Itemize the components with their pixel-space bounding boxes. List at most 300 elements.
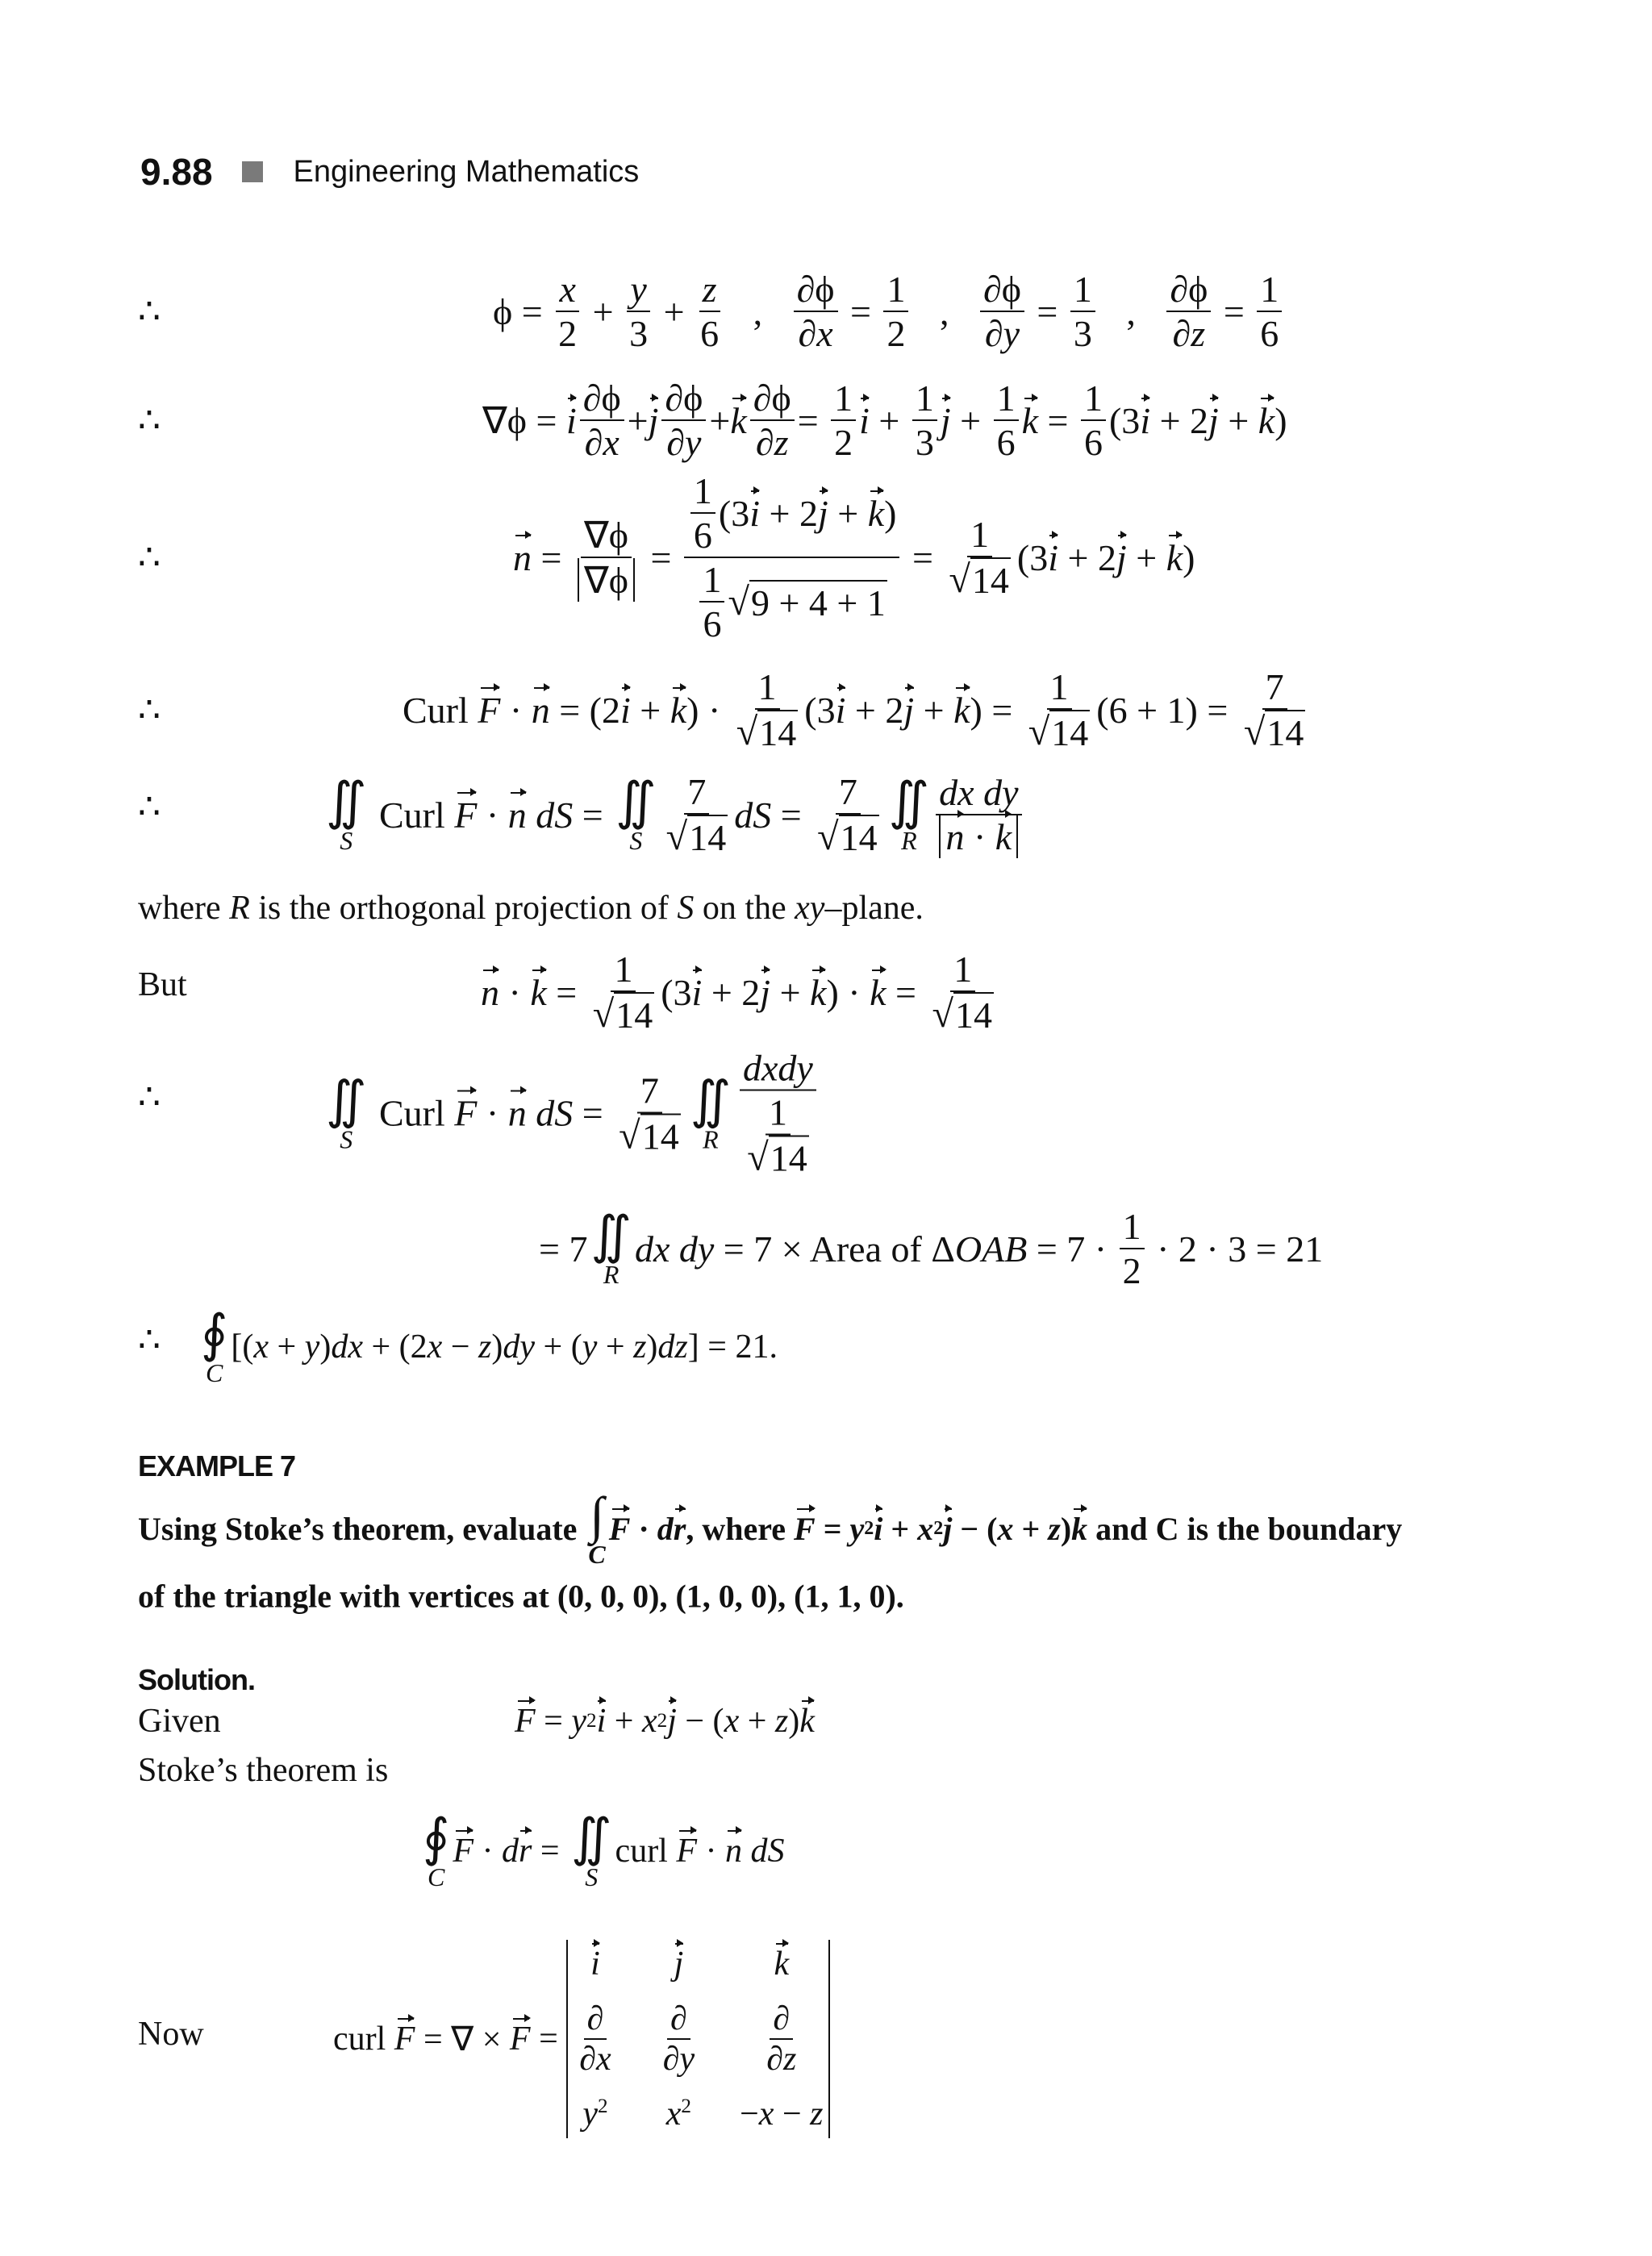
math-text: +	[1126, 536, 1166, 578]
math-text: = (2	[549, 689, 620, 731]
math-text: +	[630, 689, 670, 731]
math-text: ∂ϕ	[665, 377, 703, 419]
math-text: − (	[676, 1703, 724, 1740]
math-variable: dy	[503, 1328, 536, 1366]
math-text: 6	[1260, 313, 1279, 354]
radical-sign-icon: √	[932, 993, 953, 1036]
numerator	[661, 377, 706, 421]
math-text: = 7	[539, 1228, 588, 1270]
denominator	[1170, 312, 1209, 355]
math-variable: dz	[657, 1328, 688, 1366]
math-variable: x	[596, 2041, 611, 2078]
vector-symbol: r	[673, 1510, 686, 1547]
math-text: Curl	[369, 1092, 455, 1134]
fraction	[1070, 268, 1095, 355]
math-text: ∂	[766, 2041, 783, 2078]
determinant-cell	[674, 1945, 684, 1983]
math-text: +	[828, 492, 868, 534]
math-variable: x	[917, 1510, 934, 1547]
integral-sign	[326, 773, 367, 855]
vector-symbol: k	[1258, 399, 1275, 441]
math-text: ·	[477, 1092, 508, 1134]
vector-symbol: r	[519, 1833, 532, 1870]
integral-sign	[690, 1071, 732, 1153]
numerator	[690, 469, 715, 514]
math-text: on the	[694, 890, 795, 927]
fraction	[690, 469, 715, 557]
math-text: ∂	[666, 422, 686, 463]
math-text: ∂	[662, 2041, 680, 2078]
absolute-value	[939, 815, 1018, 858]
superscript: 2	[586, 1710, 597, 1732]
math-text: +	[606, 1703, 642, 1740]
math-text: ∂	[579, 2041, 597, 2078]
vector-symbol: n	[531, 689, 550, 731]
math-text: )	[319, 1328, 332, 1366]
numerator	[1257, 268, 1282, 312]
math-text: Using Stoke’s theorem, evaluate	[138, 1510, 586, 1547]
math-text: )	[884, 492, 897, 534]
denominator	[737, 1091, 819, 1180]
vector-symbol: F	[453, 1833, 473, 1870]
vector-symbol: i	[691, 971, 703, 1013]
math-text: + 2	[1058, 536, 1116, 578]
math-variable: dx	[331, 1328, 363, 1366]
vector-symbol: F	[454, 794, 478, 836]
fraction	[928, 948, 997, 1036]
math-text: ·	[499, 971, 531, 1013]
therefore-symbol: ∴	[138, 291, 161, 332]
determinant-cell	[760, 2000, 803, 2079]
math-text: 1	[768, 1091, 787, 1133]
math-text: curl	[333, 2020, 394, 2058]
math-text: +	[597, 1328, 634, 1366]
math-text: ∂	[984, 313, 1003, 354]
math-variable: z	[478, 1328, 492, 1366]
math-text: +	[950, 399, 991, 441]
math-text: Curl	[403, 689, 478, 731]
math-variable: x	[997, 1510, 1014, 1547]
integral-sign	[590, 1207, 632, 1289]
numerator	[740, 1047, 816, 1091]
vector-symbol: F	[794, 1510, 816, 1547]
math-variable: z	[1048, 1510, 1061, 1547]
math-text: 6	[703, 603, 722, 644]
numerator	[831, 377, 856, 421]
math-variable: y	[630, 269, 647, 310]
vector-symbol: i	[1140, 399, 1151, 441]
math-text: ∇ϕ	[583, 560, 628, 601]
math-text: is the orthogonal projection of	[249, 890, 678, 927]
denominator	[945, 557, 1014, 602]
math-text: ∂	[798, 313, 817, 354]
determinant-cell	[774, 1945, 789, 1983]
integral-icon: ∬	[888, 773, 930, 830]
denominator	[1241, 710, 1309, 754]
radical-sign-icon: √	[817, 815, 839, 858]
math-text: ϕ =	[493, 290, 553, 332]
fraction	[580, 377, 624, 464]
math-text: +	[654, 290, 695, 332]
math-text: −	[774, 2095, 811, 2133]
fraction	[763, 2000, 799, 2079]
math-text: ∂	[755, 422, 774, 463]
denominator	[831, 421, 856, 464]
math-text: ∂ϕ	[582, 377, 621, 419]
denominator	[795, 312, 836, 355]
vector-symbol: k	[867, 492, 885, 534]
math-text: 6	[1083, 422, 1103, 463]
math-text: +	[268, 1328, 305, 1366]
math-text: 6	[996, 422, 1016, 463]
math-text	[527, 794, 536, 836]
fraction	[814, 770, 882, 859]
math-text: (3	[718, 492, 750, 534]
numerator	[611, 948, 636, 992]
square-root	[949, 557, 1011, 602]
math-text: 1	[757, 666, 777, 707]
math-text: 2	[834, 422, 853, 463]
math-text: 7	[1265, 666, 1284, 707]
fraction	[626, 268, 651, 355]
math-text: 2	[1122, 1250, 1141, 1291]
square-root	[728, 580, 886, 624]
vector-symbol: j	[943, 1510, 953, 1547]
math-variable: y	[582, 2095, 598, 2133]
page-number: 9.88	[140, 151, 213, 193]
vector-symbol: F	[515, 1703, 536, 1740]
math-text: )	[1183, 536, 1195, 578]
numerator	[994, 377, 1019, 421]
math-text: 6	[700, 313, 720, 354]
math-text: ∇ϕ	[583, 515, 628, 556]
radical-sign-icon: √	[736, 711, 758, 753]
example-statement-line2: of the triangle with vertices at (0, 0, 0), (1, 0, 0), (1, 1, 0).	[138, 1578, 904, 1615]
math-variable: S	[677, 890, 695, 927]
denominator	[1257, 312, 1282, 355]
integral-limit: R	[901, 826, 917, 855]
page-header	[140, 150, 639, 194]
math-variable: z	[774, 422, 789, 463]
denominator	[928, 992, 997, 1036]
denominator	[582, 421, 623, 464]
denominator	[576, 2040, 614, 2079]
math-text: 1	[1083, 377, 1103, 419]
numerator	[1047, 665, 1072, 710]
math-text: 14	[615, 995, 653, 1036]
fraction	[699, 558, 724, 645]
math-text: =	[886, 971, 926, 1013]
math-text: +	[1013, 1510, 1049, 1547]
math-text: ·	[697, 1833, 725, 1870]
numerator	[637, 1069, 662, 1113]
radical-sign-icon: √	[949, 558, 970, 601]
math-text: + 2	[1150, 399, 1209, 441]
square-root	[1244, 710, 1306, 754]
numerator	[770, 2000, 793, 2040]
vector-symbol: k	[530, 971, 547, 1013]
integral-icon: ∫	[590, 1487, 604, 1544]
square-root	[593, 992, 655, 1036]
math-variable: x	[665, 2095, 682, 2133]
radicand	[970, 557, 1011, 602]
math-text: +	[739, 1703, 775, 1740]
math-text: +	[914, 689, 954, 731]
math-text: ,	[725, 290, 791, 332]
fraction	[1166, 268, 1211, 355]
numerator	[750, 377, 795, 421]
math-text: )	[491, 1328, 503, 1366]
vector-symbol: k	[1071, 1510, 1088, 1547]
numerator	[1081, 377, 1106, 421]
stokes-label: Stoke’s theorem is	[138, 1752, 389, 1789]
math-text: 14	[1051, 712, 1089, 753]
math-text: +	[882, 1510, 918, 1547]
denominator	[663, 421, 704, 464]
numerator	[581, 513, 632, 558]
vector-symbol: n	[513, 536, 532, 578]
math-text: 1	[953, 949, 973, 990]
vector-symbol: i	[835, 689, 846, 731]
numerator	[699, 558, 724, 603]
vector-symbol: F	[478, 689, 501, 731]
math-variable: y	[1003, 313, 1020, 354]
determinant-cell	[666, 2095, 691, 2133]
math-text: =	[815, 1510, 850, 1547]
radicand	[614, 992, 654, 1036]
numerator	[794, 268, 838, 312]
fraction	[883, 268, 908, 355]
vector-symbol: j	[1116, 536, 1127, 578]
math-text: (3	[1016, 536, 1049, 578]
numerator	[1262, 665, 1287, 710]
math-text: −	[740, 2095, 759, 2133]
numerator	[967, 513, 992, 557]
math-text: ·	[473, 1833, 502, 1870]
vector-symbol: F	[509, 2020, 531, 2058]
math-variable: y	[685, 422, 702, 463]
math-variable: y	[679, 2041, 695, 2078]
denominator	[555, 312, 580, 355]
radicand	[687, 815, 728, 859]
where-line	[138, 889, 924, 928]
given-label: Given	[138, 1703, 221, 1740]
given-equation	[515, 1702, 815, 1741]
math-variable: y	[304, 1328, 320, 1366]
math-variable: OAB	[954, 1228, 1028, 1270]
math-text: 1	[886, 269, 906, 310]
math-text: =	[640, 536, 681, 578]
vector-symbol: i	[620, 689, 631, 731]
vector-symbol: k	[810, 971, 827, 1013]
fraction	[945, 513, 1014, 602]
numerator	[936, 771, 1021, 815]
radical-sign-icon: √	[747, 1136, 769, 1179]
integral-limit: R	[703, 1124, 719, 1153]
equation-surface-integral	[323, 770, 1025, 859]
vector-symbol: j	[648, 399, 659, 441]
vector-symbol: n	[481, 971, 499, 1013]
math-text: +	[869, 399, 909, 441]
math-variable: x	[758, 2095, 774, 2133]
math-text	[527, 1092, 536, 1135]
vector-symbol: j	[674, 1945, 684, 1983]
denominator	[883, 312, 908, 355]
math-variable: y	[582, 1328, 598, 1366]
integral-icon: ∮	[423, 1809, 450, 1866]
math-text: 1	[1073, 269, 1092, 310]
math-text: 14	[954, 995, 992, 1036]
math-text: + 2	[760, 492, 818, 534]
vector-symbol: n	[945, 816, 965, 857]
vector-symbol: i	[749, 492, 760, 534]
math-variable: dS	[734, 794, 772, 836]
integral-sign	[615, 773, 657, 855]
numerator	[912, 377, 937, 421]
math-text: curl	[615, 1833, 677, 1870]
equation-curl-dot-n	[403, 665, 1312, 754]
math-text: = ∇ ×	[415, 2021, 510, 2058]
fraction	[733, 665, 802, 754]
integral-icon: ∮	[201, 1305, 228, 1362]
math-text: 1	[970, 514, 990, 555]
math-text: 6	[693, 515, 712, 556]
vector-symbol: k	[870, 971, 886, 1013]
superscript: 2	[933, 1517, 944, 1539]
radical-sign-icon: √	[1243, 711, 1266, 753]
fraction	[663, 770, 732, 859]
math-text: 14	[840, 817, 878, 858]
vector-symbol: n	[507, 1092, 527, 1134]
math-variable: x	[253, 1328, 269, 1366]
math-text: where	[138, 890, 230, 927]
math-text: +	[583, 290, 624, 332]
square-bullet-icon	[242, 161, 263, 182]
denominator	[1025, 710, 1094, 754]
integral-sign	[326, 1071, 367, 1153]
fraction	[737, 1047, 819, 1180]
math-text: =	[530, 2020, 567, 2058]
therefore-symbol: ∴	[138, 1320, 161, 1360]
math-variable: x	[724, 1703, 740, 1740]
denominator	[936, 815, 1021, 858]
math-text: +	[709, 399, 731, 441]
numerator	[836, 770, 861, 815]
math-text: 7	[687, 771, 707, 812]
denominator	[590, 992, 658, 1036]
radical-sign-icon: √	[728, 580, 749, 623]
radical-sign-icon: √	[665, 815, 688, 858]
fraction	[661, 377, 706, 464]
integral-limit: S	[585, 1862, 599, 1891]
math-variable: d	[657, 1510, 674, 1547]
superscript: 2	[864, 1517, 874, 1539]
integral-limit: R	[603, 1260, 620, 1289]
math-text: ∂ϕ	[982, 269, 1021, 310]
math-text: 14	[770, 1137, 807, 1179]
math-text: =	[771, 794, 811, 836]
math-variable: dS	[750, 1833, 785, 1870]
fraction	[697, 268, 722, 355]
vector-symbol: j	[940, 399, 951, 441]
math-variable: x	[427, 1328, 443, 1366]
math-text: 14	[641, 1115, 679, 1157]
numerator	[556, 268, 578, 312]
math-variable: x	[559, 269, 576, 310]
math-variable: x	[603, 422, 620, 463]
math-text: − (	[952, 1510, 998, 1547]
fraction	[994, 377, 1019, 464]
superscript: 2	[657, 1710, 668, 1732]
denominator	[753, 421, 792, 464]
math-variable: dS	[536, 794, 574, 836]
numerator	[883, 268, 908, 312]
math-text: 2	[886, 313, 906, 354]
integral-limit: S	[340, 826, 353, 855]
vector-symbol: k	[799, 1703, 815, 1740]
square-root	[736, 710, 799, 754]
math-text: +	[1218, 399, 1258, 441]
math-text: +	[770, 971, 811, 1013]
therefore-symbol: ∴	[138, 786, 161, 827]
numerator	[580, 377, 624, 421]
math-text: + 2	[845, 689, 904, 731]
example-heading: EXAMPLE 7	[138, 1449, 296, 1482]
vector-symbol: i	[565, 399, 577, 441]
curl-determinant-equation	[333, 1940, 830, 2138]
therefore-symbol: ∴	[138, 400, 161, 440]
denominator	[1070, 312, 1095, 355]
math-variable: R	[229, 890, 250, 927]
radical-sign-icon: √	[619, 1114, 640, 1157]
fraction	[831, 377, 856, 464]
equation-substituted	[323, 1047, 822, 1180]
math-text: and C is the boundary	[1087, 1510, 1403, 1547]
math-text: 1	[703, 559, 722, 600]
math-text: ∂ϕ	[753, 377, 791, 419]
numerator	[1120, 1205, 1145, 1249]
math-text: Curl	[369, 794, 455, 836]
math-text: ∂ϕ	[796, 269, 835, 310]
denominator	[1120, 1249, 1145, 1292]
math-text: ∇ϕ =	[482, 400, 566, 441]
but-label: But	[138, 966, 187, 1003]
math-text: 3	[915, 422, 934, 463]
fraction	[936, 771, 1021, 858]
vector-symbol: j	[667, 1703, 677, 1740]
math-text	[742, 1832, 751, 1870]
math-text: 1	[996, 377, 1016, 419]
radicand	[1049, 710, 1090, 754]
integral-sign	[423, 1809, 450, 1891]
fraction	[684, 469, 900, 645]
denominator	[994, 421, 1019, 464]
integral-icon: ∬	[590, 1207, 632, 1264]
square-root	[619, 1113, 681, 1157]
numerator	[584, 2000, 607, 2040]
math-text: −	[442, 1328, 479, 1366]
vector-symbol: n	[507, 794, 527, 836]
vector-symbol: i	[596, 1703, 607, 1740]
numerator	[755, 665, 780, 710]
math-variable: z	[783, 2041, 797, 2078]
math-text: 1	[1122, 1206, 1141, 1247]
denominator	[744, 1136, 812, 1180]
math-text: = 7 × Area of Δ	[714, 1228, 955, 1270]
integral-limit: S	[629, 826, 643, 855]
math-text: =	[1027, 290, 1067, 332]
superscript: 2	[681, 2095, 692, 2117]
